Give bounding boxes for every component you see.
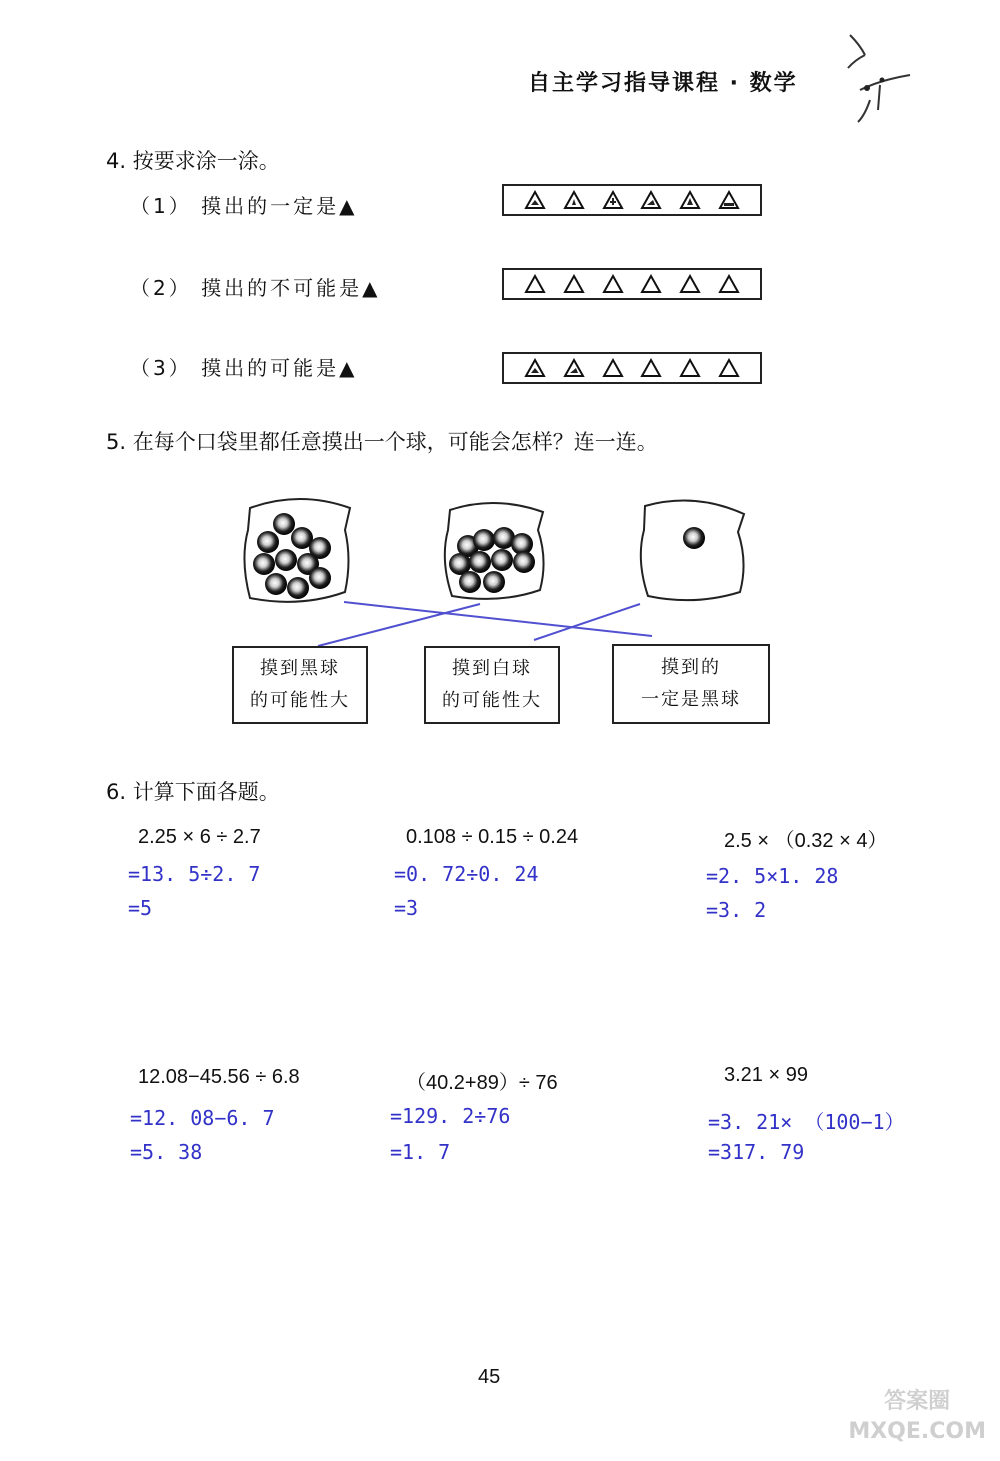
q4-item-2-label: （2） 摸出的不可能是▲ xyxy=(130,276,381,300)
q4-item-3-label: （3） 摸出的可能是▲ xyxy=(130,356,358,380)
problem-5-step1: =129. 2÷76 xyxy=(390,1104,511,1128)
match-line-bag2-box1 xyxy=(318,604,480,646)
problem-1-step2: =5 xyxy=(128,896,153,920)
bag-3-icon xyxy=(641,501,744,601)
q4-item-1-label: （1） 摸出的一定是▲ xyxy=(130,194,358,218)
watermark-logo xyxy=(848,1387,986,1447)
problem-6-expression: 3.21 × 99 xyxy=(724,1064,808,1086)
problem-4-expression: 12.08−45.56 ÷ 6.8 xyxy=(138,1066,300,1088)
problem-3-step2: =3. 2 xyxy=(706,898,767,922)
q5-heading: 5. 在每个口袋里都任意摸出一个球，可能会怎样？连一连。 xyxy=(106,430,658,454)
problem-6-step2: =317. 79 xyxy=(708,1140,805,1164)
bag-1-icon xyxy=(244,499,350,602)
q5-label-box-1-line2: 的可能性大 xyxy=(250,690,350,711)
match-line-bag1-box3 xyxy=(344,602,652,636)
bag-2-icon xyxy=(445,503,544,599)
page-number: 45 xyxy=(478,1366,501,1388)
q5-label-box-1-line1: 摸到黑球 xyxy=(260,658,340,679)
problem-4-step1: =12. 08−6. 7 xyxy=(130,1106,275,1130)
problem-3-expression: 2.5 × （0.32 × 4） xyxy=(724,830,888,852)
q5-label-box-1 xyxy=(232,646,368,724)
problem-2-expression: 0.108 ÷ 0.15 ÷ 0.24 xyxy=(406,826,579,848)
q5-label-box-3-line1: 摸到的 xyxy=(661,657,721,678)
problem-4-step2: =5. 38 xyxy=(130,1140,203,1164)
problem-6-step1: =3. 21× （100−1） xyxy=(708,1110,905,1134)
problem-1-step1: =13. 5÷2. 7 xyxy=(128,862,261,886)
problem-2-step1: =0. 72÷0. 24 xyxy=(394,862,539,886)
q5-label-box-3 xyxy=(612,644,770,724)
q4-heading: 4. 按要求涂一涂。 xyxy=(106,149,280,173)
q5-label-box-2-line2: 的可能性大 xyxy=(442,690,542,711)
match-line-bag3-box2 xyxy=(534,604,640,640)
problem-3-step1: =2. 5×1. 28 xyxy=(706,864,839,888)
q6-heading: 6. 计算下面各题。 xyxy=(106,780,280,804)
problem-5-expression: （40.2+89）÷ 76 xyxy=(406,1072,558,1094)
q5-label-box-3-line2: 一定是黑球 xyxy=(641,689,741,710)
header-title: 自主学习指导课程 · 数学 xyxy=(528,71,798,96)
problem-5-step2: =1. 7 xyxy=(390,1140,451,1164)
q5-label-box-2-line1: 摸到白球 xyxy=(452,658,532,679)
watermark-line1: 答案圈 xyxy=(884,1389,951,1414)
watermark-line2: MXQE.COM xyxy=(848,1419,986,1444)
q5-label-box-2 xyxy=(424,646,560,724)
problem-1-expression: 2.25 × 6 ÷ 2.7 xyxy=(138,826,261,848)
problem-2-step2: =3 xyxy=(394,896,419,920)
